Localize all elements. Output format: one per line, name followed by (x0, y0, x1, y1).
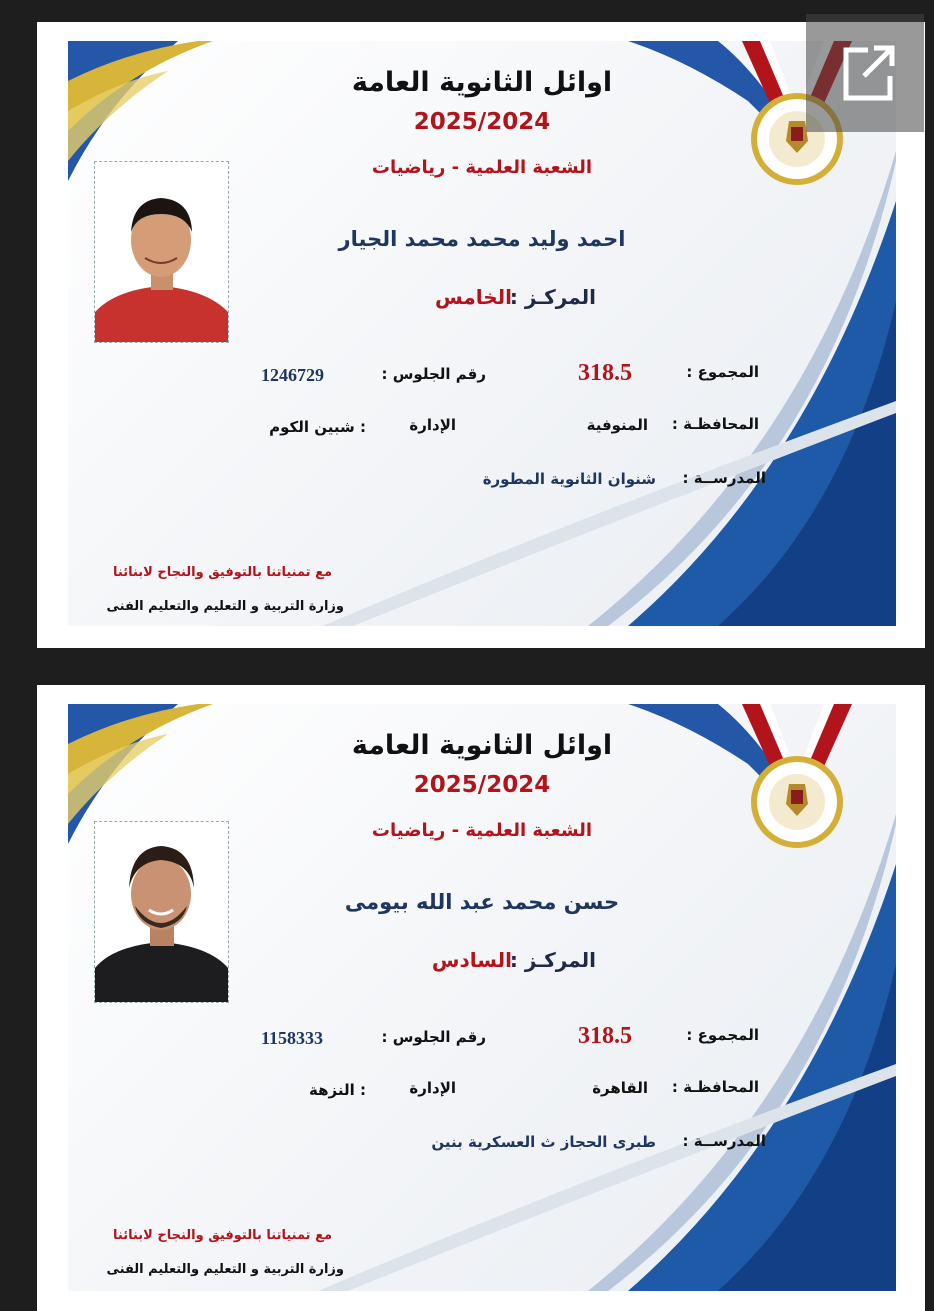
administration-value: : النزهة (309, 1081, 366, 1099)
seat-number-value: 1158333 (261, 1028, 324, 1048)
wishes-text: مع تمنياتنا بالتوفيق والنجاح لابنائنا (113, 565, 332, 580)
student-name: احمد وليد محمد محمد الجيار (338, 227, 626, 251)
total-label: المجموع : (686, 1026, 759, 1044)
rank-value: الخامس (435, 285, 512, 309)
certificate-background (68, 704, 896, 1291)
certificate-card-1 (37, 22, 925, 648)
certificate-title: اوائل الثانوية العامة (351, 730, 613, 761)
academic-year: 2025/2024 (413, 109, 551, 135)
branch-label: الشعبة العلمية - رياضيات (371, 157, 593, 178)
governorate-value: القاهرة (592, 1079, 648, 1097)
total-value: 318.5 (578, 1023, 632, 1049)
wishes-text: مع تمنياتنا بالتوفيق والنجاح لابنائنا (113, 1228, 332, 1243)
branch-label: الشعبة العلمية - رياضيات (371, 820, 593, 841)
external-link-icon (806, 14, 924, 132)
rank-label: المركـز : (509, 948, 596, 972)
school-value: طبرى الحجاز ث العسكرية بنين (431, 1133, 656, 1151)
certificate-card-2 (37, 685, 925, 1311)
school-value: شنوان الثانوية المطورة (482, 470, 656, 488)
school-label: المدرســة : (682, 469, 766, 487)
total-value: 318.5 (578, 360, 632, 386)
seat-number-label: رقم الجلوس : (381, 365, 486, 383)
ministry-medal-emblem (734, 704, 860, 854)
governorate-label: المحافظـة : (671, 1078, 759, 1096)
seat-number-value: 1246729 (261, 365, 324, 385)
administration-label: الإدارة (409, 416, 456, 434)
certificate-background (68, 41, 896, 626)
school-label: المدرســة : (682, 1132, 766, 1150)
administration-label: الإدارة (409, 1079, 456, 1097)
governorate-value: المنوفية (586, 416, 648, 434)
administration-value: : شبين الكوم (269, 418, 366, 436)
seat-number-label: رقم الجلوس : (381, 1028, 486, 1046)
total-label: المجموع : (686, 363, 759, 381)
rank-value: السادس (431, 948, 512, 972)
student-photo (94, 161, 229, 343)
rank-label: المركـز : (509, 285, 596, 309)
academic-year: 2025/2024 (413, 772, 551, 798)
governorate-label: المحافظـة : (671, 415, 759, 433)
ministry-name: وزارة التربية و التعليم والتعليم الفنى (106, 599, 344, 614)
certificate-title: اوائل الثانوية العامة (351, 67, 613, 98)
expand-image-button[interactable] (806, 14, 924, 132)
ministry-name: وزارة التربية و التعليم والتعليم الفنى (106, 1262, 344, 1277)
student-name: حسن محمد عبد الله بيومى (344, 890, 620, 914)
